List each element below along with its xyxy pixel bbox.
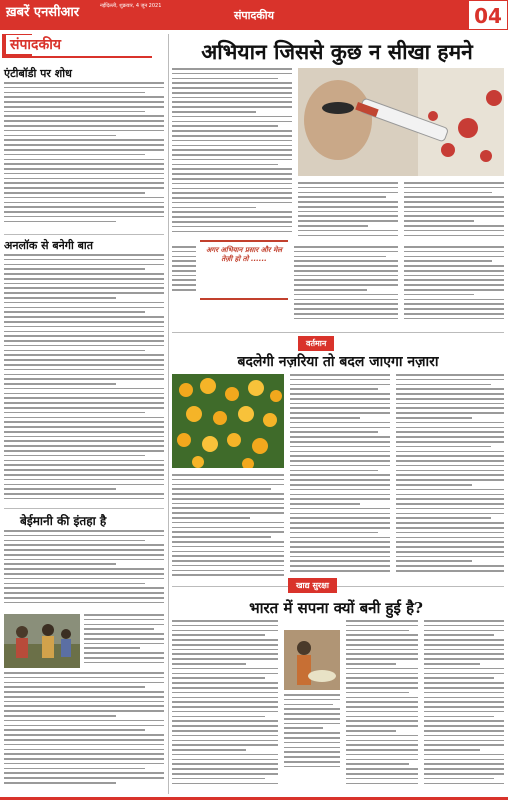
bottom-article-col-3 bbox=[346, 620, 418, 792]
headline-dishonesty: बेईमानी की इंतहा है bbox=[20, 514, 107, 528]
dishonesty-article-top bbox=[4, 530, 164, 610]
main-article-col-3b bbox=[404, 246, 504, 326]
middle-article-col-0 bbox=[172, 474, 284, 584]
bottom-article-col-2b bbox=[284, 694, 340, 792]
headline-unlock: अनलॉक से बनेगी बात bbox=[4, 239, 94, 252]
bottom-headline: भारत में सपना क्यों बनी हुई है? bbox=[249, 599, 423, 617]
food-photo bbox=[284, 630, 340, 690]
banner-rule bbox=[2, 56, 152, 58]
middle-divider-top bbox=[172, 332, 504, 333]
unlock-article-body bbox=[4, 254, 164, 506]
main-article-col-1 bbox=[172, 68, 292, 243]
main-article-col-3a bbox=[404, 182, 504, 242]
bottom-article-col-4 bbox=[424, 620, 504, 792]
main-article-photo bbox=[298, 68, 504, 176]
dateline: नईदिल्ली, शुक्रवार, 4 जून 2021 bbox=[100, 3, 162, 9]
dishonesty-article-side bbox=[84, 614, 164, 668]
dishonesty-article-bottom bbox=[4, 672, 164, 792]
bottom-section-tag: खाद्य सुरक्षा bbox=[288, 578, 337, 593]
left-divider-1 bbox=[4, 234, 164, 235]
pull-quote: अगर अभियान प्रसार और मेल तेज़ी हो तो ...... bbox=[200, 240, 288, 300]
section-title: संपादकीय bbox=[233, 9, 275, 22]
editorial-banner bbox=[2, 34, 152, 58]
headline-antibody: एंटीबॉडी पर शोध bbox=[4, 67, 72, 80]
left-divider-2 bbox=[4, 508, 164, 509]
banner-label: संपादकीय bbox=[6, 35, 65, 54]
middle-headline: बदलेगी नज़रिया तो बदल जाएगा नज़ारा bbox=[237, 354, 439, 370]
main-headline: अभियान जिससे कुछ न सीखा हमने bbox=[201, 39, 473, 64]
masthead bbox=[0, 0, 508, 30]
column-divider bbox=[168, 34, 169, 794]
flowers-photo bbox=[172, 374, 284, 468]
farmers-photo bbox=[4, 614, 80, 668]
middle-section-tag: वर्तमान bbox=[298, 336, 334, 351]
brand-logo: ख़बरें एनसीआर bbox=[6, 5, 80, 20]
antibody-article-body bbox=[4, 82, 164, 232]
page-number: 04 bbox=[468, 0, 508, 30]
main-article-col-2b bbox=[294, 246, 398, 326]
bottom-article-col-1 bbox=[172, 620, 278, 792]
main-article-col-1b bbox=[172, 246, 196, 326]
middle-article-col-1 bbox=[290, 374, 390, 584]
middle-article-col-2 bbox=[396, 374, 504, 584]
bottom-divider-top bbox=[172, 586, 504, 587]
main-article-col-2a bbox=[298, 182, 398, 242]
